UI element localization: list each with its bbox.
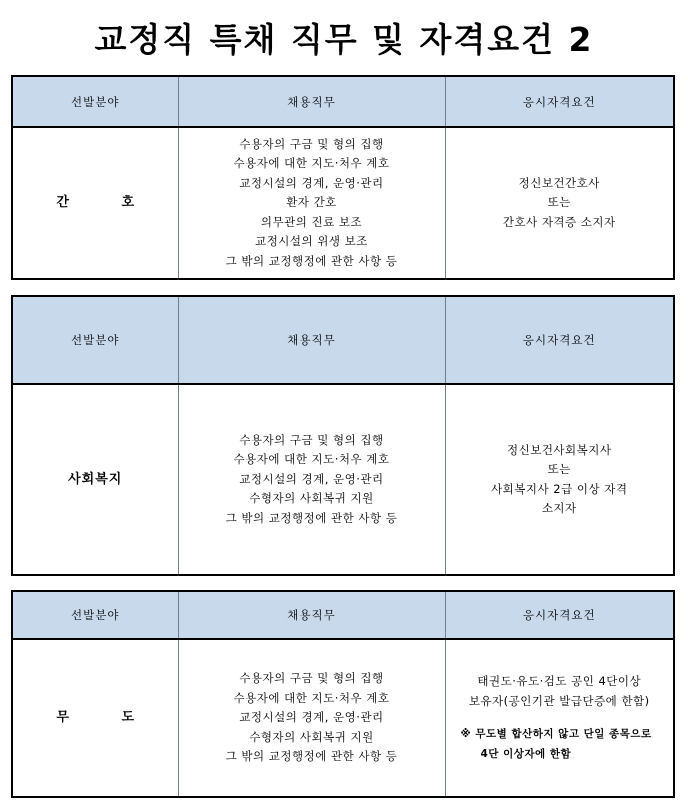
requirement-line: 태권도·유도·검도 공인 4단이상 <box>477 674 642 688</box>
duty-line: 수형자의 사회복귀 지원 <box>249 491 374 506</box>
header-field: 선발분야 <box>12 76 178 127</box>
header-duties: 채용직무 <box>178 76 445 127</box>
requirement-line: 소지자 <box>541 501 577 515</box>
field-name: 간 호 <box>12 127 178 279</box>
social-welfare-table <box>11 295 675 576</box>
duty-line: 의무관의 진료 보조 <box>260 214 363 229</box>
martial-arts-table <box>11 590 675 798</box>
duty-line: 교정시설의 경계, 운영·관리 <box>239 471 384 486</box>
header-duties: 채용직무 <box>178 296 445 384</box>
requirement-line: 또는 <box>547 462 571 476</box>
header-field: 선발분야 <box>12 591 178 639</box>
spacer <box>447 711 673 725</box>
duties-cell <box>178 127 445 279</box>
duty-line: 교정시설의 경계, 운영·관리 <box>239 175 384 190</box>
header-duties: 채용직무 <box>178 591 445 639</box>
header-requirements: 응시자격요건 <box>445 76 674 127</box>
duty-line: 수형자의 사회복귀 지원 <box>249 729 374 744</box>
requirements-cell <box>445 127 674 279</box>
header-field: 선발분야 <box>12 296 178 384</box>
duty-line: 그 밖의 교정행정에 관한 사항 등 <box>225 749 398 764</box>
duty-line: 수용자에 대한 지도·처우 계호 <box>233 156 390 171</box>
requirement-note: 4단 이상자에 한함 <box>480 747 572 760</box>
requirements-cell <box>445 639 674 797</box>
field-name: 사회복지 <box>12 384 178 575</box>
duty-line: 수용자에 대한 지도·처우 계호 <box>233 452 390 467</box>
duty-line: 환자 간호 <box>286 195 337 210</box>
duty-line: 수용자의 구금 및 형의 집행 <box>239 671 384 686</box>
requirement-line: 간호사 자격증 소지자 <box>502 214 616 229</box>
requirement-line: 보유자(공인기관 발급단증에 한함) <box>468 693 650 708</box>
duty-line: 수용자에 대한 지도·처우 계호 <box>233 690 390 705</box>
duty-line: 그 밖의 교정행정에 관한 사항 등 <box>225 510 398 525</box>
requirement-line: 정신보건사회복지사 <box>507 442 612 457</box>
duties-cell <box>178 384 445 575</box>
page-title: 교정직 특채 직무 및 자격요건 2 <box>94 20 594 59</box>
duty-line: 수용자의 구금 및 형의 집행 <box>239 432 384 447</box>
header-requirements: 응시자격요건 <box>445 591 674 639</box>
duty-line: 수용자의 구금 및 형의 집행 <box>239 136 384 151</box>
duty-line: 그 밖의 교정행정에 관한 사항 등 <box>225 253 398 268</box>
duty-line: 교정시설의 경계, 운영·관리 <box>239 710 384 725</box>
requirement-note: ※ 무도별 합산하지 않고 단일 종목으로 <box>460 728 652 740</box>
duty-line: 교정시설의 위생 보조 <box>255 234 368 249</box>
field-name: 무 도 <box>12 639 178 797</box>
header-requirements: 응시자격요건 <box>445 296 674 384</box>
duties-cell <box>178 639 445 797</box>
requirement-line: 또는 <box>547 195 571 210</box>
nursing-table <box>11 75 675 280</box>
requirement-line: 사회복지사 2급 이상 자격 <box>491 481 628 496</box>
requirements-cell <box>445 384 674 575</box>
requirement-line: 정신보건간호사 <box>518 175 600 190</box>
